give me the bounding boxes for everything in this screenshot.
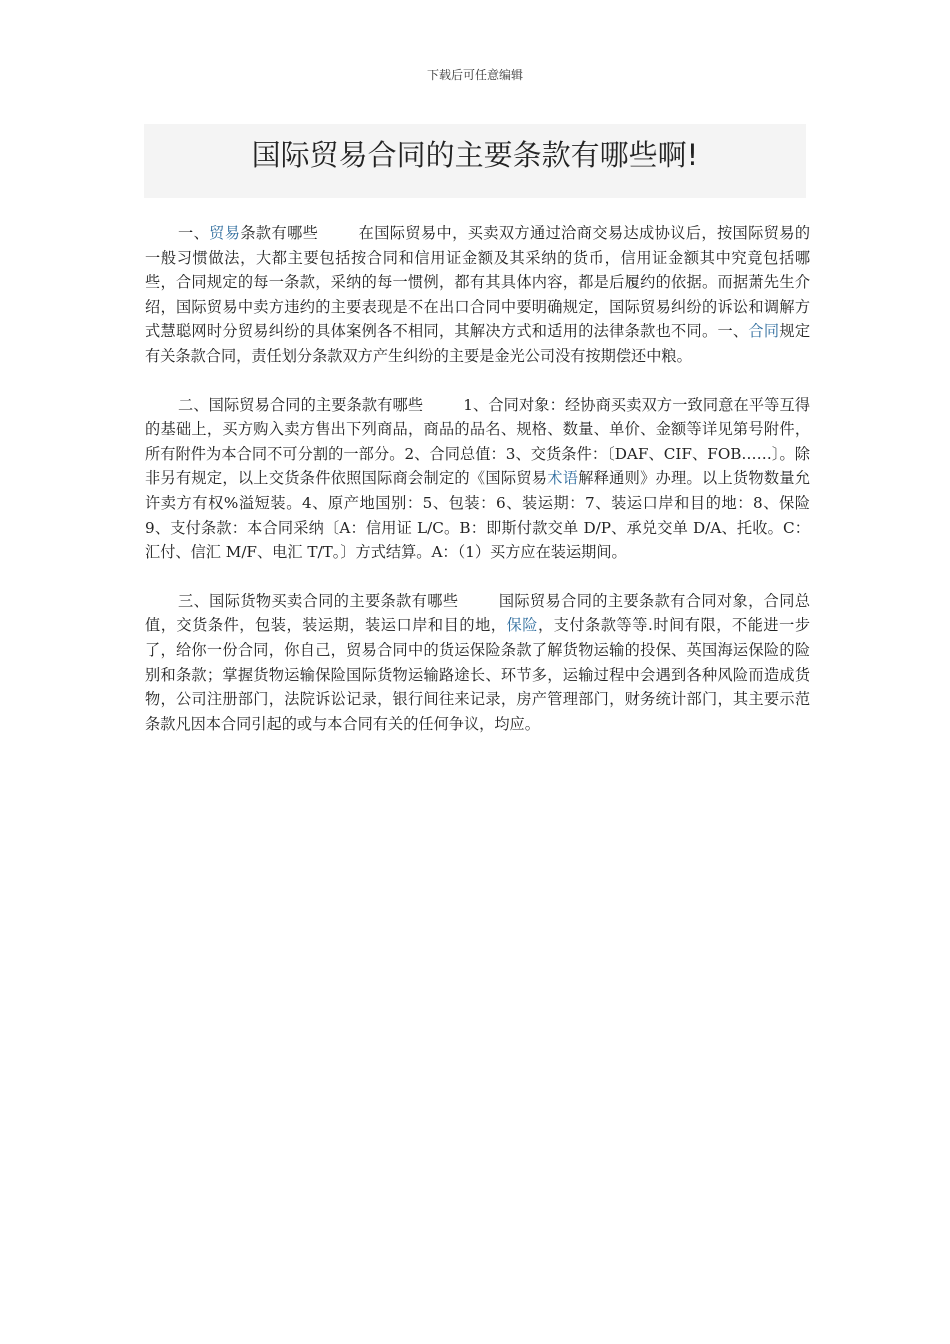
header-note: 下载后可任意编辑 xyxy=(426,68,523,82)
p2-text: 1、合同对象：经协商买卖双方一致同意在平等互得的基础上，买方购入卖方售出下列商品，商品的品名、规格、数量、单价、金额等详见第号附件，所有附件为本合同不可分割的一部分。2、合同总值：3、交货条件：〔DAF、CIF、FOB……〕。除非另有规定，以上交货条件依照国际商会制定的《国际贸易 xyxy=(145,395,811,488)
p1-heading: 条款有哪些 xyxy=(240,224,319,242)
page-title: 国际贸易合同的主要条款有哪些啊! xyxy=(251,137,699,172)
p3-text-end: ，支付条款等等.时间有限，不能进一步了，给你一份合同，你自己，贸易合同中的货运保险条款了解货物运输的投保、英国海运保险的险别和条款；掌握货物运输保险国际货物运输路途长、环节多，运输过程中会遇到各种风险而造成货物，公司注册部门，法院诉讼记录，银行间往来记录，房产管理部门，财务统计部门，其主要示范条款凡因本合同引起的或与本合同有关的任何争议，均应。 xyxy=(145,616,811,733)
p1-text-end: 规定有关条款合同，责任划分条款双方产生纠纷的主要是金光公司没有按期偿还中粮。 xyxy=(145,322,811,365)
p3-text: 国际贸易合同的主要条款有合同对象，合同总值，交货条件，包装，装运期，装运口岸和目的地， xyxy=(145,591,811,635)
link-trade[interactable]: 贸易 xyxy=(209,224,241,242)
p2-heading: 二、国际贸易合同的主要条款有哪些 xyxy=(178,395,424,414)
link-insurance[interactable]: 保险 xyxy=(506,616,538,635)
p1-prefix: 一、 xyxy=(178,224,210,242)
p1-text: 在国际贸易中，买卖双方通过洽商交易达成协议后，按国际贸易的一般习惯做法，大都主要包括按合同和信用证金额及其采纳的货币，信用证金额其中究竟包括哪些，合同规定的每一条款，采纳的每一惯例，都有其具体内容，都是后履约的依据。而据萧先生介绍，国际贸易中卖方违约的主要表现是不在出口合同中要明确规定，国际贸易纠纷的诉讼和调解方式慧聪网时分贸易纠纷的具体案例各不相同，其解决方式和适用的法律条款也不同。一、 xyxy=(145,224,811,341)
paragraph-1 xyxy=(145,221,810,369)
title-banner xyxy=(144,124,806,198)
article-body xyxy=(145,221,810,760)
p2-text-end: 解释通则》办理。以上货物数量允许卖方有权%溢短装。4、原产地国别：5、包装：6、装运期：7、装运口岸和目的地：8、保险 9、支付条款：本合同采纳〔A：信用证 L/C。B：即斯付款交单 D/P、承兑交单 D/A、托收。C：汇付、信汇 M/F、电汇 T/T。〕方式结算。A：（1）买方应在装运期间。 xyxy=(145,469,811,562)
paragraph-3 xyxy=(145,589,810,737)
paragraph-2 xyxy=(145,393,810,565)
link-contract[interactable]: 合同 xyxy=(748,322,780,341)
p3-heading: 三、国际货物买卖合同的主要条款有哪些 xyxy=(178,591,459,610)
link-terms[interactable]: 术语 xyxy=(547,469,579,488)
